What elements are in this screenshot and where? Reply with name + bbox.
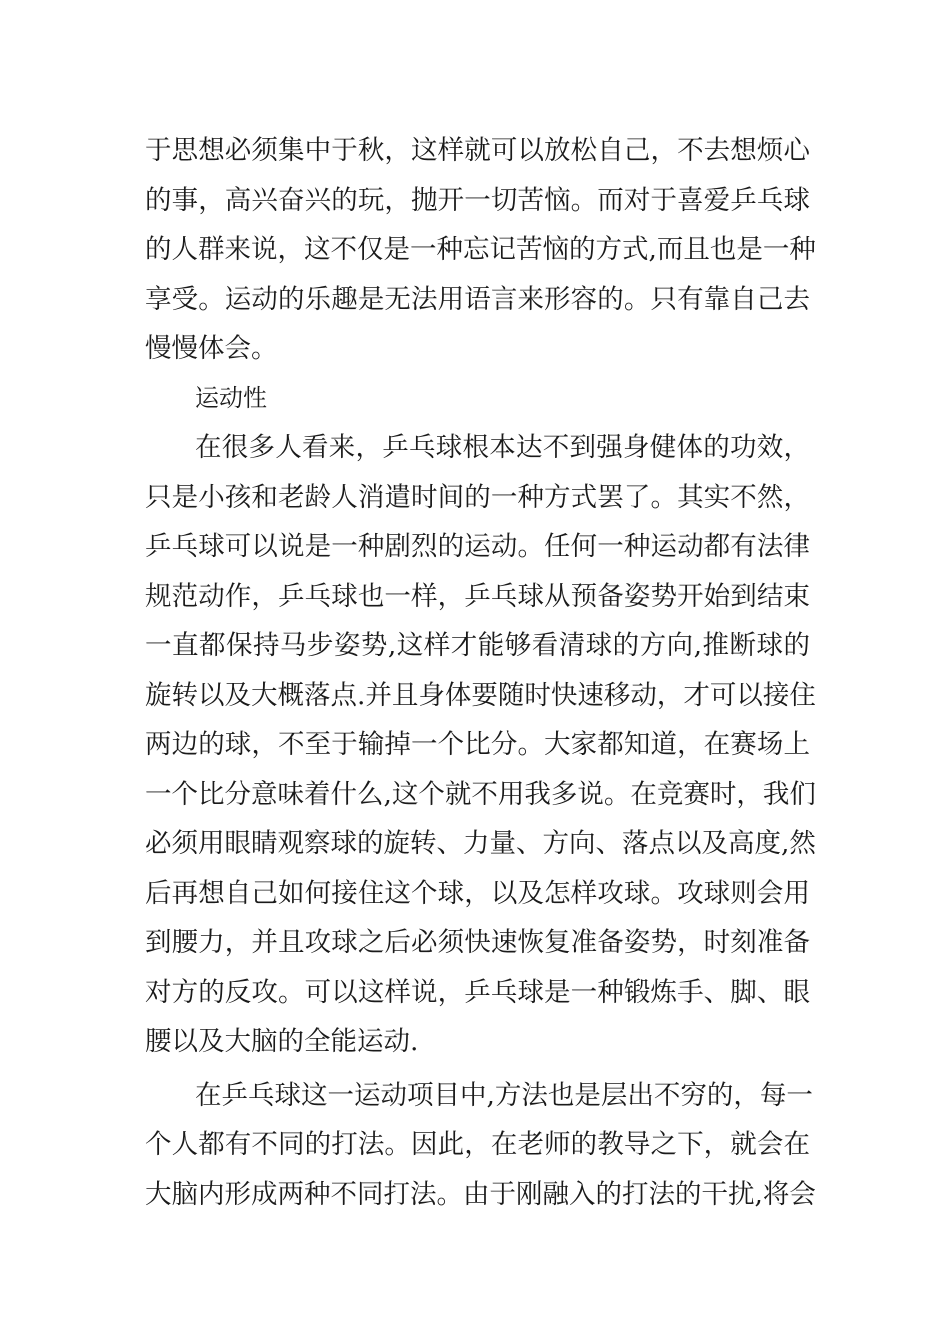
text-line: 必须用眼睛观察球的旋转、力量、方向、落点以及高度,然 <box>145 828 816 859</box>
text-line: 对方的反攻。可以这样说，乒乓球是一种锻炼手、脚、眼 <box>145 976 810 1008</box>
text-line: 两边的球，不至于输掉一个比分。大家都知道，在赛场上 <box>145 729 810 760</box>
text-line: 一直都保持马步姿势,这样才能够看清球的方向,推断球的 <box>145 630 810 661</box>
text-line: 于思想必须集中于秋，这样就可以放松自己，不去想烦心 <box>145 135 810 166</box>
paragraph-1 <box>145 126 816 374</box>
text-line: 腰以及大脑的全能运动. <box>145 1026 419 1057</box>
text-line: 的事，高兴奋兴的玩，抛开一切苦恼。而对于喜爱乒乓球 <box>145 184 810 216</box>
document-body <box>145 126 816 1219</box>
text-line: 个人都有不同的打法。因此，在老师的教导之下，就会在 <box>145 1129 810 1160</box>
paragraph-2 <box>145 423 816 1067</box>
text-line: 规范动作，乒乓球也一样，乒乓球从预备姿势开始到结束 <box>145 580 810 612</box>
text-line: 慢慢体会。 <box>145 333 278 364</box>
text-line: 一个比分意味着什么,这个就不用我多说。在竞赛时，我们 <box>145 778 816 810</box>
text-line: 的人群来说，这不仅是一种忘记苦恼的方式,而且也是一种 <box>145 234 816 265</box>
text-line: 在乒乓球这一运动项目中,方法也是层出不穷的，每一 <box>195 1079 813 1111</box>
text-line: 后再想自己如何接住这个球，以及怎样攻球。攻球则会用 <box>145 877 810 909</box>
text-line: 只是小孩和老龄人消遣时间的一种方式罢了。其实不然， <box>145 481 810 513</box>
paragraph-3 <box>145 1071 816 1220</box>
text-line: 大脑内形成两种不同打法。由于刚融入的打法的干扰,将会 <box>145 1178 816 1210</box>
text-line: 到腰力，并且攻球之后必须快速恢复准备姿势，时刻准备 <box>145 927 810 958</box>
text-line: 旋转以及大概落点.并且身体要随时快速移动，才可以接住 <box>145 679 816 711</box>
section-heading: 运动性 <box>195 383 267 412</box>
text-line: 享受。运动的乐趣是无法用语言来形容的。只有靠自己去 <box>145 283 810 315</box>
text-line: 乒乓球可以说是一种剧烈的运动。任何一种运动都有法律 <box>145 531 810 562</box>
text-line: 在很多人看来，乒乓球根本达不到强身健体的功效， <box>195 432 810 463</box>
